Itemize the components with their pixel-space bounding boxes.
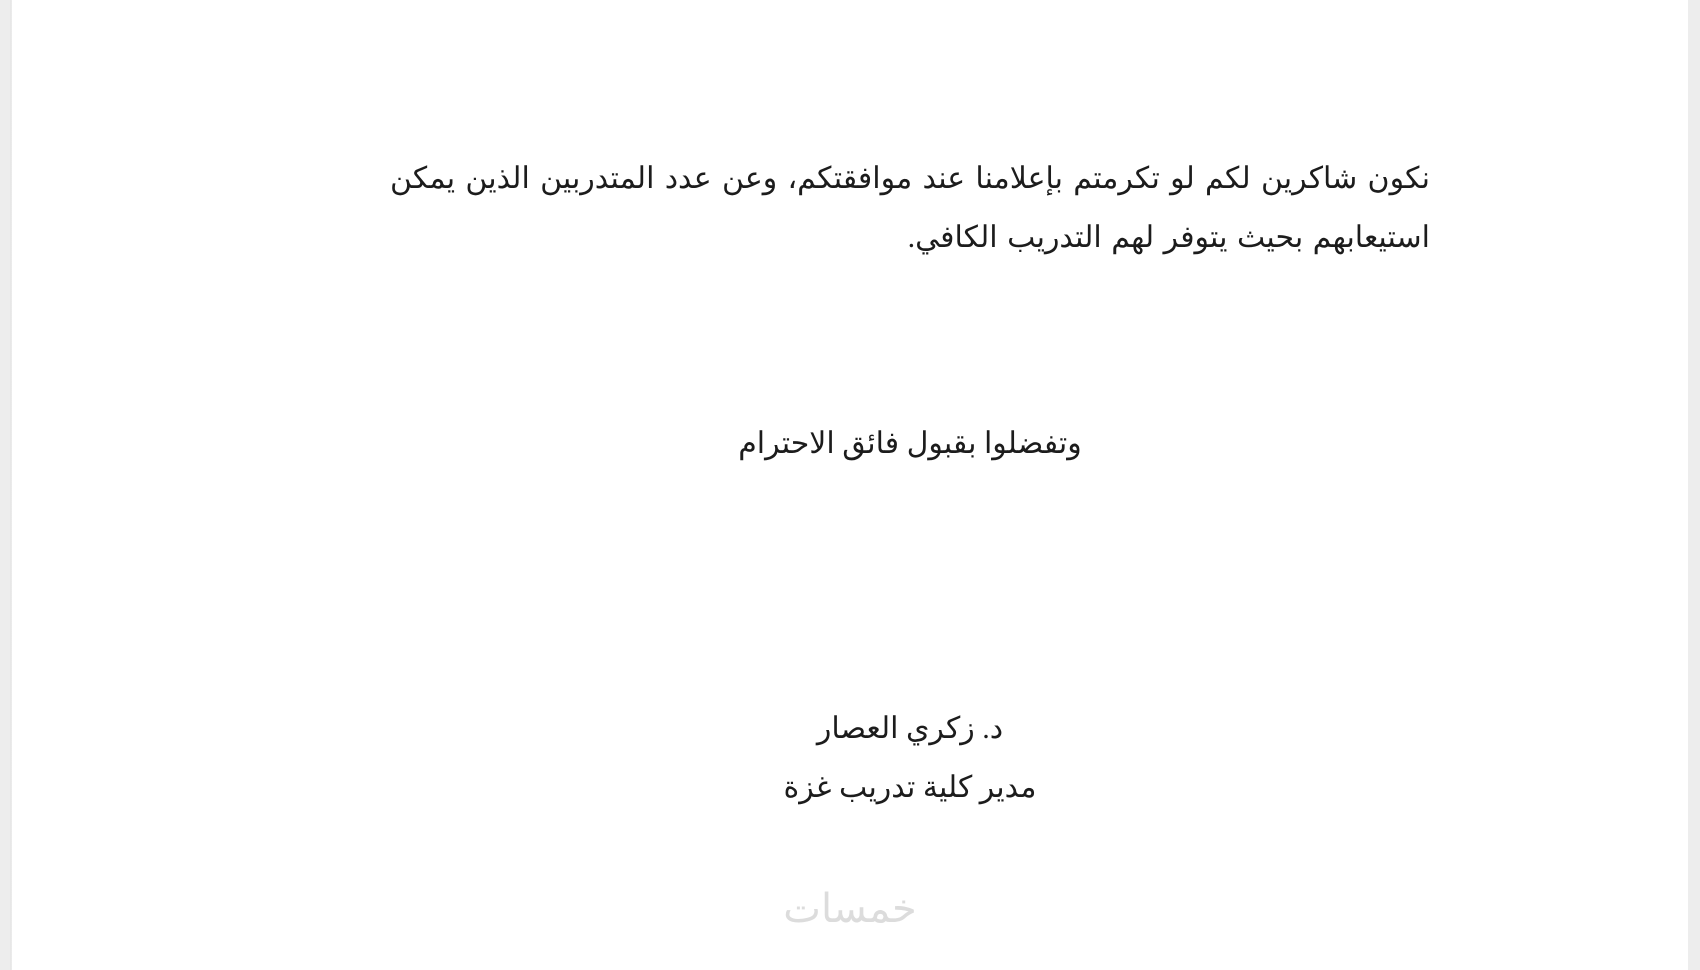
paragraph-closing: وتفضلوا بقبول فائق الاحترام [738,427,1082,460]
signature-block [390,700,1430,817]
watermark-text: خمسات [783,886,917,932]
page-gutter-right [1688,0,1700,970]
paragraph-request: نكون شاكرين لكم لو تكرمتم بإعلامنا عند موافقتكم، وعن عدد المتدربين الذين يمكن استيعابهم بحيث يتوفر لهم التدريب الكافي. [390,162,1430,254]
document-page [12,0,1688,970]
signature-name: د. زكري العصار [816,712,1004,745]
document-body [12,0,1688,970]
signature-title: مدير كلية تدريب غزة [783,770,1037,804]
page-gutter-left [0,0,10,970]
